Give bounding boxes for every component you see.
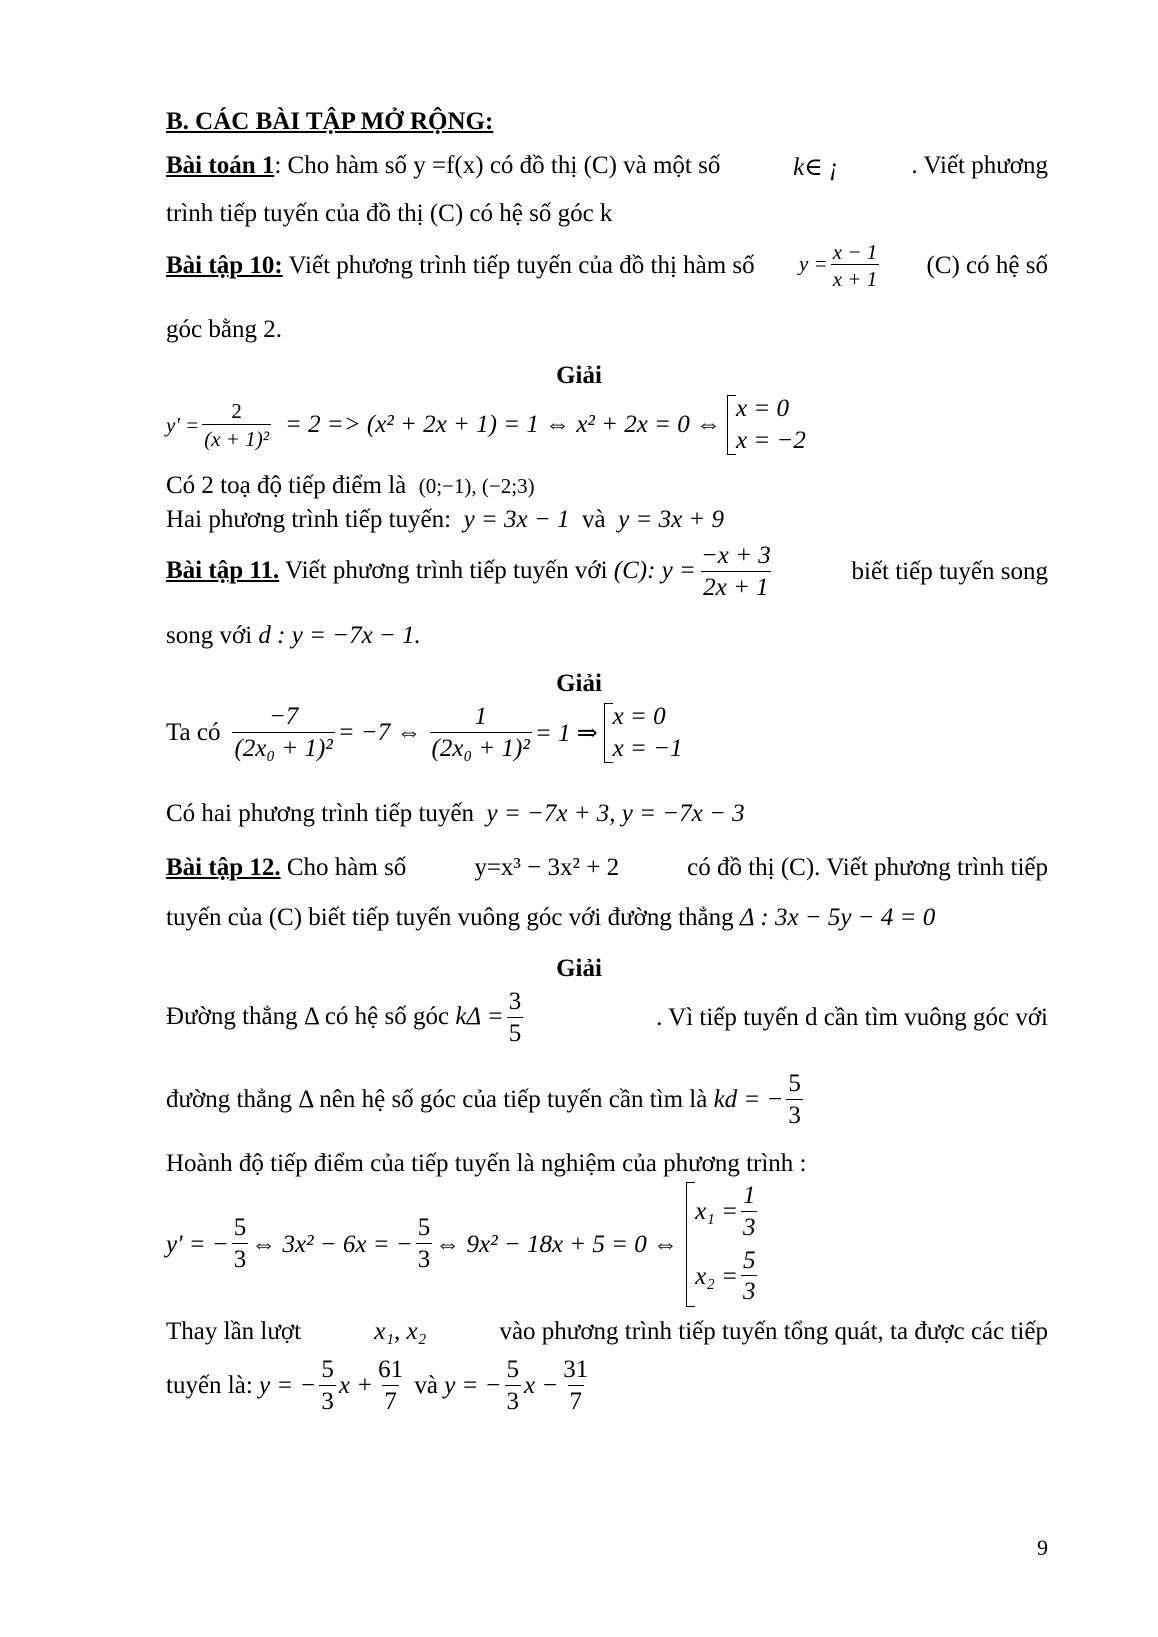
ex12-s5-a: tuyến là: [166,1372,253,1400]
ex12-eq-f1 [232,1214,249,1275]
ex10-tangents-line [166,506,1048,534]
ex12-x1: x₁ = [695,1198,738,1226]
ex12-x1-frac [741,1182,758,1243]
ex10-eq-num: 2 [231,399,242,424]
ex12-s5 [166,1356,1048,1417]
ex12-t2-f2 [561,1356,590,1417]
ex12-eq-f2 [416,1214,433,1275]
ex12-s1 [166,988,1048,1049]
ex12-t2-f1-den: 3 [505,1385,522,1417]
ex11-label: Bài tập 11. [166,556,280,584]
ex10-tangents-text: Hai phương trình tiếp tuyến: [166,506,452,533]
ex12-root1 [695,1182,760,1243]
ex12-text-a: Cho hàm số [286,854,407,881]
page-number: 9 [1037,1535,1048,1560]
ex12-eq-f2-num: 5 [417,1214,431,1242]
ex11-mid: = −7 ⇔ [337,719,422,747]
problem1-line2: trình tiếp tuyến của đồ thị (C) có hệ số góc k [166,200,613,227]
ex12-s4 [166,1318,1048,1346]
ex12-x1-num: 1 [742,1182,756,1209]
ex12-s4-a: Thay lần lượt [166,1318,302,1345]
ex10-eq-fraction [202,399,271,450]
ex12-line: Δ : 3x − 5y − 4 = 0 [739,904,936,931]
ex11-result-text: Có hai phương trình tiếp tuyến [166,800,474,827]
ex11-f1-num: −7 [268,703,299,730]
ex11-result: y = −7x + 3, y = −7x − 3 [486,800,745,827]
ex10-eq-rest: = 2 => (x² + 2x + 1) = 1 ⇔ x² + 2x = 0 ⇔ [285,411,722,438]
ex11-ta-co: Ta có [166,719,221,747]
section-title: B. CÁC BÀI TẬP MỞ RỘNG: [166,108,494,135]
ex12-s4-b: vào phương trình tiếp tuyến tổng quát, ta được các tiếp [499,1318,1048,1345]
ex12-s1-delta: Δ có hệ số góc [303,1002,450,1030]
ex12-x1-den: 3 [741,1211,758,1243]
ex12-t1-f2 [376,1356,405,1417]
ex12-text-c: tuyến của (C) biết tiếp tuyến vuông góc với đường thẳng [166,904,734,931]
ex10-fn-lhs: y = [798,251,828,276]
ex12-root2 [695,1247,760,1308]
ex11-fn-den: 2x + 1 [701,571,770,603]
ex11-solution-title: Giải [556,670,602,697]
ex12-eq-mid: ⇔ 3x² − 6x = − [251,1230,413,1258]
ex11-curve: (C): y = [613,556,696,584]
ex12-t1-a: y = − [259,1372,317,1400]
ex10-line1 [166,240,1048,291]
ex10-fn-den: x + 1 [831,264,880,291]
ex11-f2-den: (2x₀ + 1)² [430,732,532,764]
ex12-t2-f1-num: 5 [506,1356,520,1383]
ex12-line1 [166,854,1048,882]
ex12-x2-frac [741,1247,758,1308]
ex10-root2: x = −2 [736,427,806,454]
ex12-t2-f2-num: 31 [563,1356,589,1383]
ex10-and: và [582,506,606,533]
ex12-line2 [166,904,1048,932]
ex11-root2: x = −1 [612,735,683,763]
ex10-label: Bài tập 10: [166,251,283,279]
ex12-eq-tail: ⇔ 9x² − 18x + 5 = 0 ⇔ [435,1230,679,1258]
ex12-s3: Hoành độ tiếp điểm của tiếp tuyến là nghiệm của phương trình : [166,1150,807,1177]
ex10-points-text: Có 2 toạ độ tiếp điểm là [166,472,407,499]
ex12-s1-k: kΔ = [455,1002,504,1030]
ex12-x2-num: 5 [742,1246,756,1274]
ex10-points-line [166,472,1048,500]
ex12-t1-f1-num: 5 [321,1356,334,1383]
ex12-label: Bài tập 12. [166,854,281,881]
ex12-roots-bracket [686,1182,760,1307]
ex12-s1-num: 3 [508,988,522,1015]
ex10-line2: góc bằng 2. [166,316,282,343]
ex10-solution-title: Giải [556,362,602,389]
ex12-s1-b: . Vì tiếp tuyến d cần tìm vuông góc với [656,1004,1048,1032]
problem1-text-a: : Cho hàm số y =f(x) có đồ thị (C) và một số [274,152,721,179]
ex11-f1-den: (2x₀ + 1)² [232,732,334,764]
ex11-text-a: Viết phương trình tiếp tuyến với [285,556,608,584]
ex12-fn: y=x³ − 3x² + 2 [474,854,620,881]
ex11-f1 [232,703,334,764]
problem1-line1 [166,152,1048,182]
ex11-line2 [166,622,1048,650]
ex11-roots-bracket [604,703,683,763]
ex11-text-b: biết tiếp tuyến song [851,558,1048,586]
ex12-equation [166,1182,1048,1307]
ex12-s2-frac [786,1070,803,1131]
ex12-eq-f1-den: 3 [232,1243,249,1275]
ex12-s2-k: kd = − [713,1086,784,1114]
ex12-s2-num: 5 [788,1070,801,1097]
ex11-text-c: song với [166,622,253,649]
ex12-x2: x₂ = [695,1262,738,1290]
ex10-root1: x = 0 [736,395,789,422]
ex12-t2-f1 [505,1356,522,1417]
ex11-fn-fraction [699,542,773,603]
ex11-tail: = 1 ⇒ [534,720,598,748]
ex12-s1-den: 5 [507,1017,524,1049]
ex12-and: và [414,1372,438,1400]
ex12-s4-vars: x₁, x₂ [374,1318,427,1345]
ex12-eq-lhs: y' = − [166,1230,229,1258]
ex12-eq-f2-den: 3 [416,1243,433,1275]
ex12-t2-f2-den: 7 [568,1385,585,1417]
ex12-solution-title: Giải [556,955,602,982]
ex12-t1-f1-den: 3 [319,1385,336,1417]
ex11-line-d: d : y = −7x − 1. [258,622,421,649]
ex12-s1-a: Đường thẳng [166,1002,298,1030]
ex12-s1-frac [507,988,524,1049]
ex12-x2-den: 3 [741,1275,758,1307]
ex12-s2-den: 3 [786,1099,803,1131]
ex10-eq-lhs: y' = [166,412,200,437]
ex12-t2-b: x − [524,1372,559,1400]
ex10-text-a: Viết phương trình tiếp tuyến của đồ thị hàm số [288,251,755,279]
ex10-points: (0;−1), (−2;3) [418,474,535,498]
ex10-text-b: (C) có hệ số [926,251,1048,279]
ex10-roots-bracket [727,395,806,455]
ex11-line1 [166,542,1048,603]
problem1-k: k∈ ¡ [793,154,839,181]
ex12-text-b: có đồ thị (C). Viết phương trình tiếp [687,854,1048,881]
ex10-tangent1: y = 3x − 1 [463,506,570,533]
ex11-result-line [166,800,1048,828]
ex12-t1-f2-num: 61 [378,1356,404,1383]
ex10-tangent2: y = 3x + 9 [618,506,725,533]
problem1-text-b: . Viết phương [911,152,1048,179]
ex12-t1-f2-den: 7 [382,1385,399,1417]
ex10-fn-fraction [831,240,880,291]
ex12-s2 [166,1070,1048,1131]
ex11-fn-num: −x + 3 [700,542,771,569]
ex12-eq-f1-num: 5 [233,1214,247,1242]
problem1-label: Bài toán 1 [166,152,275,179]
ex12-t2-a: y = − [444,1372,502,1400]
ex11-equation [166,703,1048,764]
ex10-eq-den: (x + 1)² [202,424,271,451]
ex11-f2 [430,703,532,764]
ex12-t1-b: x + [338,1372,374,1400]
ex11-f2-num: 1 [474,703,487,730]
ex11-root1: x = 0 [612,703,666,731]
ex10-fn-num: x − 1 [832,240,878,264]
ex10-equation [166,395,1048,455]
ex12-s2-a: đường thẳng Δ nên hệ số góc của tiếp tuyến cần tìm là [166,1086,708,1114]
ex12-t1-f1 [319,1356,336,1417]
